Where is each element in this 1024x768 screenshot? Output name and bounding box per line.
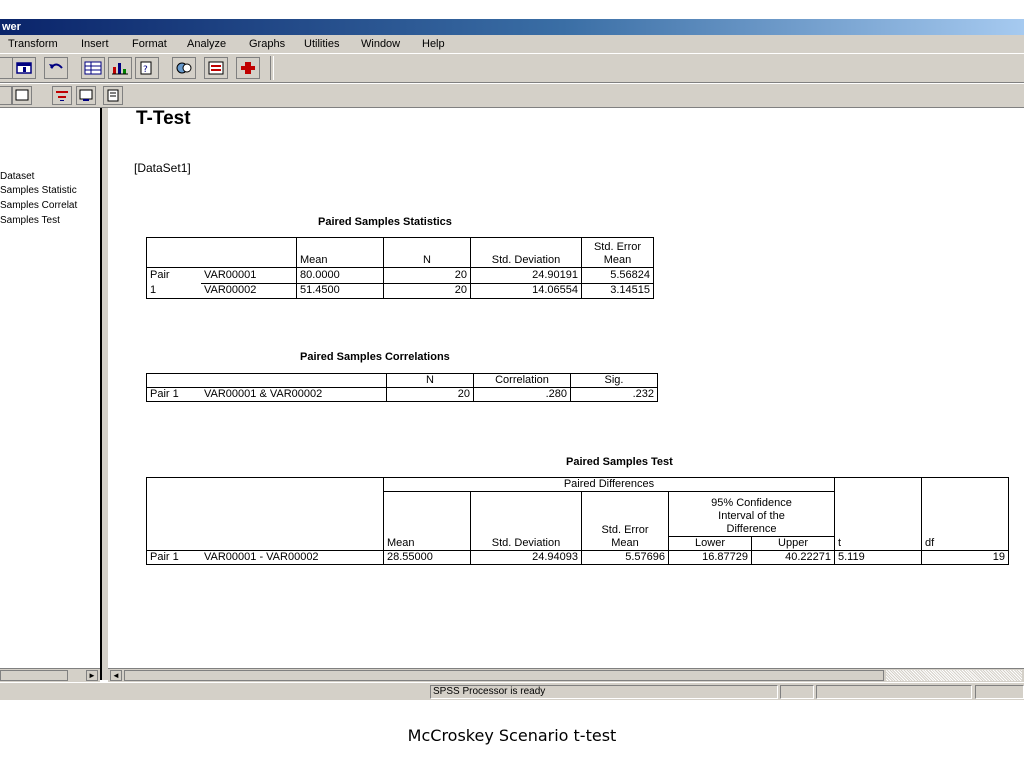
- demote-button[interactable]: [76, 86, 96, 105]
- test-sd: 24.94093: [471, 551, 582, 565]
- menu-insert[interactable]: Insert: [81, 38, 109, 50]
- statistics-corner-cell: [147, 238, 297, 268]
- outline-item-samples-correlations[interactable]: Samples Correlat: [0, 200, 78, 211]
- outline-pane: [0, 108, 100, 668]
- correlations-value: .280: [474, 388, 571, 402]
- scroll-left-arrow-icon[interactable]: ◄: [110, 670, 122, 681]
- pair-label-line1: Pair: [150, 269, 170, 281]
- test-header-ci: [669, 492, 835, 537]
- dataset-label: [DataSet1]: [134, 161, 191, 175]
- outline-hscrollbar[interactable]: [0, 668, 100, 682]
- status-panel: [975, 685, 1024, 699]
- test-upper: 40.22271: [752, 551, 835, 565]
- statistics-row-var: VAR00002: [201, 283, 297, 299]
- test-header-ci-line3: Difference: [726, 523, 777, 535]
- variables-icon: [136, 58, 158, 78]
- correlations-vars: VAR00001 & VAR00002: [201, 388, 387, 402]
- statistics-header-sd: Std. Deviation: [471, 238, 582, 268]
- goto-case-button[interactable]: [12, 57, 36, 79]
- test-header-ci-line2: Interval of the: [718, 510, 785, 522]
- designate-window-icon: [205, 58, 227, 78]
- output-pane: [108, 108, 1024, 668]
- window-title: wer: [2, 21, 21, 33]
- menu-bar: [0, 35, 1024, 53]
- menu-format[interactable]: Format: [132, 38, 167, 50]
- menu-utilities[interactable]: Utilities: [304, 38, 340, 50]
- outline-item-samples-test[interactable]: Samples Test: [0, 215, 60, 226]
- correlations-header-n: N: [387, 374, 474, 388]
- test-header-sem-line2: Mean: [611, 537, 639, 549]
- correlations-pair: Pair 1: [147, 388, 202, 402]
- test-header-t: t: [835, 478, 922, 551]
- statistics-table-title: Paired Samples Statistics: [318, 216, 452, 228]
- find-button[interactable]: [172, 57, 196, 79]
- pair-label-line2: 1: [150, 284, 157, 296]
- statistics-header-sem-line1: Std. Error: [593, 241, 642, 253]
- test-table-title: Paired Samples Test: [566, 456, 673, 468]
- promote-icon: [53, 87, 71, 104]
- status-bar: [0, 682, 1024, 700]
- undo-icon: [45, 58, 67, 78]
- test-header-paired-differences: Paired Differences: [384, 478, 835, 492]
- pane-splitter[interactable]: [100, 108, 108, 680]
- statistics-row-sem: 5.56824: [582, 268, 654, 284]
- goto-case-icon: [13, 58, 35, 78]
- promote-button[interactable]: [52, 86, 72, 105]
- test-header-sem: [582, 492, 669, 551]
- correlations-table-title: Paired Samples Correlations: [300, 351, 450, 363]
- test-t: 5.119: [835, 551, 922, 565]
- menu-transform[interactable]: Transform: [8, 38, 58, 50]
- menu-graphs[interactable]: Graphs: [249, 38, 286, 50]
- window-title-bar[interactable]: [0, 19, 1024, 35]
- correlations-n: 20: [387, 388, 474, 402]
- test-header-upper: Upper: [752, 537, 835, 551]
- statistics-header-sem-line2: Mean: [603, 254, 632, 266]
- test-vars: VAR00001 - VAR00002: [201, 551, 384, 565]
- statistics-header-n: N: [384, 238, 471, 268]
- outline-item-samples-statistics[interactable]: Samples Statistic: [0, 185, 77, 196]
- statistics-header-mean: Mean: [297, 238, 384, 268]
- correlations-corner-cell: [147, 374, 387, 388]
- test-pair: Pair 1: [147, 551, 202, 565]
- output-heading: T-Test: [136, 108, 191, 129]
- outline-scroll-thumb[interactable]: [0, 670, 68, 681]
- variables-button[interactable]: [135, 57, 159, 79]
- scroll-right-arrow-icon[interactable]: ►: [86, 670, 98, 681]
- test-sem: 5.57696: [582, 551, 669, 565]
- menu-help[interactable]: Help: [422, 38, 445, 50]
- statistics-row-n: 20: [384, 268, 471, 284]
- statistics-row-sd: 24.90191: [471, 268, 582, 284]
- slide-caption: McCroskey Scenario t-test: [407, 726, 617, 745]
- outline-item-dataset[interactable]: Dataset: [0, 171, 35, 182]
- test-mean: 28.55000: [384, 551, 471, 565]
- test-header-mean: Mean: [384, 492, 471, 551]
- output-hscrollbar[interactable]: [108, 668, 1024, 682]
- data-editor-icon: [82, 58, 104, 78]
- menu-analyze[interactable]: Analyze: [187, 38, 227, 50]
- data-editor-button[interactable]: [81, 57, 105, 79]
- statistics-row-mean: 51.4500: [297, 283, 384, 299]
- main-toolbar: [0, 53, 1024, 83]
- test-df: 19: [922, 551, 1009, 565]
- correlations-sig: .232: [571, 388, 658, 402]
- test-table: [146, 477, 1009, 565]
- undo-button[interactable]: [44, 57, 68, 79]
- test-lower: 16.87729: [669, 551, 752, 565]
- menu-window[interactable]: Window: [361, 38, 401, 50]
- test-header-ci-line1: 95% Confidence: [711, 497, 792, 509]
- statistics-row-var: VAR00001: [201, 268, 297, 284]
- test-header-lower: Lower: [669, 537, 752, 551]
- statistics-row-sd: 14.06554: [471, 283, 582, 299]
- statistics-row-n: 20: [384, 283, 471, 299]
- statistics-row-sem: 3.14515: [582, 283, 654, 299]
- toolbar-button-partial[interactable]: [0, 86, 12, 105]
- insert-output-icon: [237, 58, 259, 78]
- show-button[interactable]: [12, 86, 32, 105]
- statistics-row-mean: 80.0000: [297, 268, 384, 284]
- correlations-table: [146, 373, 658, 402]
- status-panel: [780, 685, 814, 699]
- output-scroll-thumb[interactable]: [124, 670, 884, 681]
- status-panel: [816, 685, 972, 699]
- show-icon: [13, 87, 31, 104]
- scroll-track[interactable]: [886, 670, 1022, 681]
- statistics-table: [146, 237, 654, 299]
- test-corner-cell: [147, 478, 384, 551]
- test-header-df: df: [922, 478, 1009, 551]
- toolbar-separator: [270, 56, 274, 80]
- correlations-header-sig: Sig.: [571, 374, 658, 388]
- expand-button[interactable]: [103, 86, 123, 105]
- find-icon: [173, 58, 195, 78]
- expand-icon: [104, 87, 122, 104]
- designate-window-button[interactable]: [204, 57, 228, 79]
- svg-text:?: ?: [143, 65, 148, 75]
- insert-output-button[interactable]: [236, 57, 260, 79]
- test-header-sem-line1: Std. Error: [601, 524, 649, 536]
- demote-icon: [77, 87, 95, 104]
- processor-status: SPSS Processor is ready: [430, 685, 778, 699]
- bar-chart-icon: [109, 58, 131, 78]
- statistics-pair-label: [147, 268, 202, 299]
- correlations-header-correlation: Correlation: [474, 374, 571, 388]
- outline-toolbar: [0, 83, 1024, 108]
- statistics-header-sem: [582, 238, 654, 268]
- chart-builder-button[interactable]: [108, 57, 132, 79]
- test-header-sd: Std. Deviation: [471, 492, 582, 551]
